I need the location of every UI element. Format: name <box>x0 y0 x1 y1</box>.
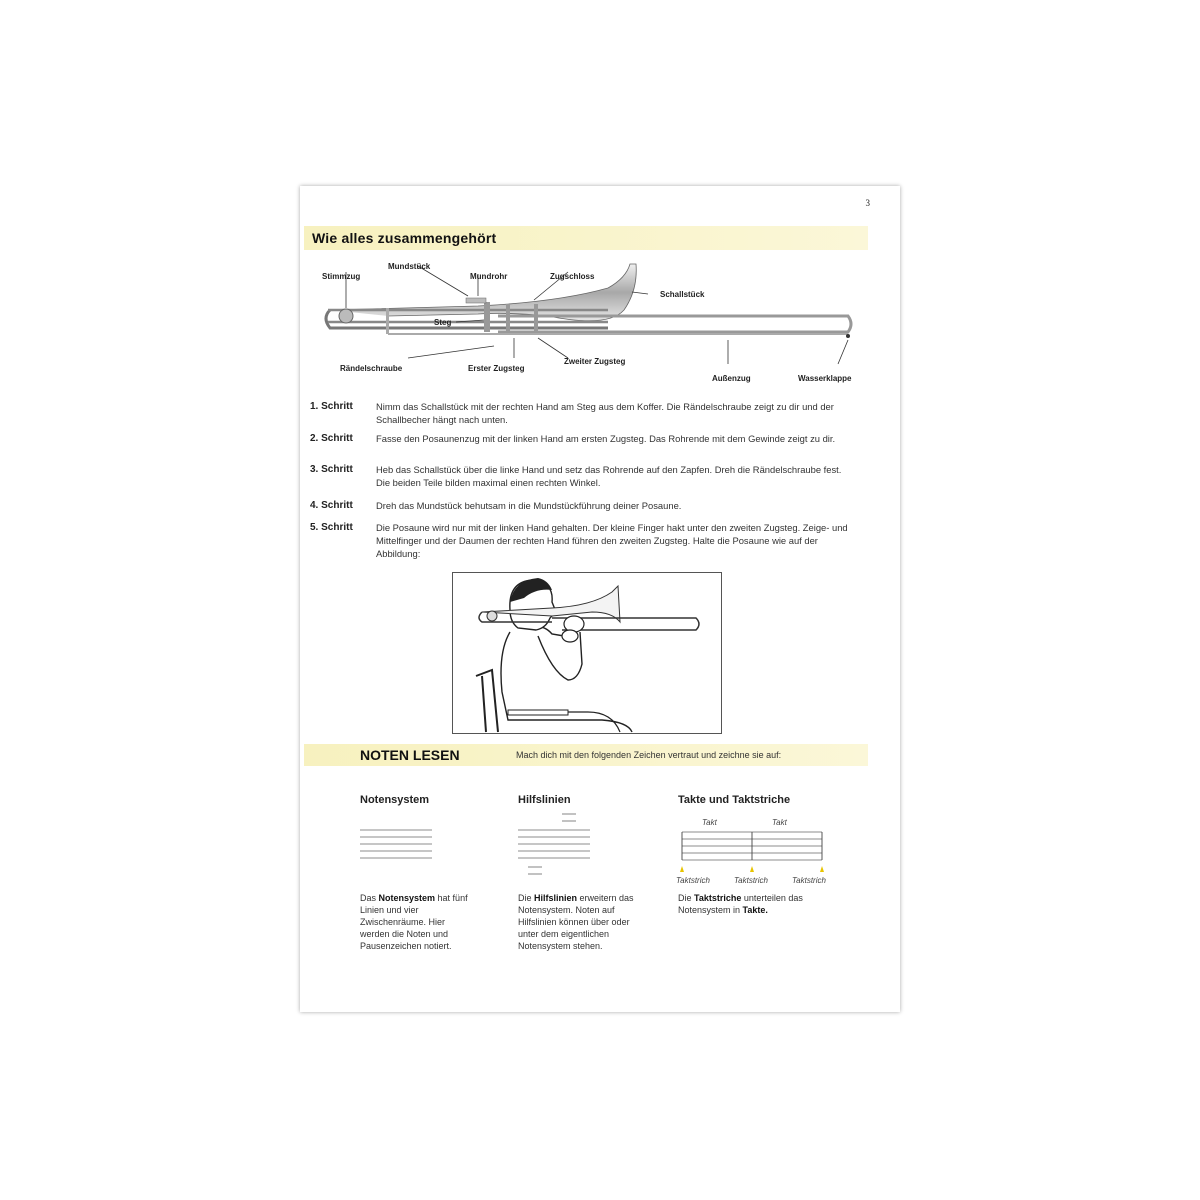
column-title: Takte und Taktstriche <box>678 794 791 806</box>
step-number: 5. Schritt <box>310 522 353 533</box>
step-text: Heb das Schallstück über die linke Hand und setz das Rohrende auf den Zapfen. Dreh die Rändelschraube fest. Die beiden Teile bilden maximal einen rechten Winkel. <box>376 464 842 488</box>
measures-example <box>680 828 826 876</box>
takt-label-2: Takt <box>772 818 787 827</box>
step-number: 1. Schritt <box>310 401 353 412</box>
step-number: 3. Schritt <box>310 464 353 475</box>
staff-example <box>360 826 436 862</box>
page-number: 3 <box>865 198 870 208</box>
step-text: Fasse den Posaunenzug mit der linken Hand am ersten Zugsteg. Das Rohrende mit dem Gewinde zeigt zu dir. <box>376 433 836 444</box>
label-stimmzug: Stimmzug <box>322 272 361 281</box>
taktstrich-label-2: Taktstrich <box>734 876 768 885</box>
section-subtitle: Mach dich mit den folgenden Zeichen vertraut und zeichne sie auf: <box>516 750 782 760</box>
step-number: 2. Schritt <box>310 433 353 444</box>
column-title: Hilfslinien <box>518 794 571 806</box>
step-text: Die Posaune wird nur mit der linken Hand gehalten. Der kleine Finger hakt unter den zweiten Zugsteg. Zeige- und Mittelfinger und der Daumen der rechten Hand führen den zweiten Zugsteg. Halte die Posaune wie auf der Abbildung: <box>376 522 848 559</box>
label-schallstueck: Schallstück <box>660 290 705 299</box>
trombone-player-illustration <box>452 572 722 734</box>
label-zugschloss: Zugschloss <box>550 272 595 281</box>
section-title: NOTEN LESEN <box>360 747 460 763</box>
label-mundrohr: Mundrohr <box>470 272 508 281</box>
column-title: Notensystem <box>360 794 430 806</box>
taktstrich-label-3: Taktstrich <box>792 876 826 885</box>
column-notensystem <box>360 794 429 806</box>
takte-description: Die Taktstriche unterteilen das Notensystem in Takte. <box>678 893 803 915</box>
hilfslinien-description: Die Hilfslinien erweitern das Notensystem. Noten auf Hilfslinien können über oder unter dem eigentlichen Notensystem stehen. <box>518 893 634 951</box>
label-aussenzug: Außenzug <box>712 374 751 383</box>
section-header-assembly <box>304 226 868 250</box>
label-mundstueck: Mundstück <box>388 262 431 271</box>
column-hilfslinien <box>518 794 571 806</box>
step-text: Nimm das Schallstück mit der rechten Hand am Steg aus dem Koffer. Die Rändelschraube zeigt zu dir und der Schallbecher hängt nach unten. <box>376 401 834 425</box>
notensystem-description: Das Notensystem hat fünf Linien und vier Zwischenräume. Hier werden die Noten und Pausenzeichen notiert. <box>360 893 468 951</box>
step-text: Dreh das Mundstück behutsam in die Mundstückführung deiner Posaune. <box>376 500 682 511</box>
label-zweiter-zugsteg: Zweiter Zugsteg <box>564 357 626 366</box>
label-wasserklappe: Wasserklappe <box>798 374 852 383</box>
taktstrich-label-1: Taktstrich <box>676 876 710 885</box>
section-title: Wie alles zusammengehört <box>312 230 497 246</box>
step-number: 4. Schritt <box>310 500 353 511</box>
column-takte <box>678 794 790 806</box>
section-header-noten-lesen <box>304 744 868 766</box>
label-steg: Steg <box>434 318 452 327</box>
ledger-lines-example <box>518 812 594 882</box>
book-page <box>300 186 900 1012</box>
label-raendelschraube: Rändelschraube <box>340 364 403 373</box>
label-erster-zugsteg: Erster Zugsteg <box>468 364 525 373</box>
takt-label-1: Takt <box>702 818 717 827</box>
